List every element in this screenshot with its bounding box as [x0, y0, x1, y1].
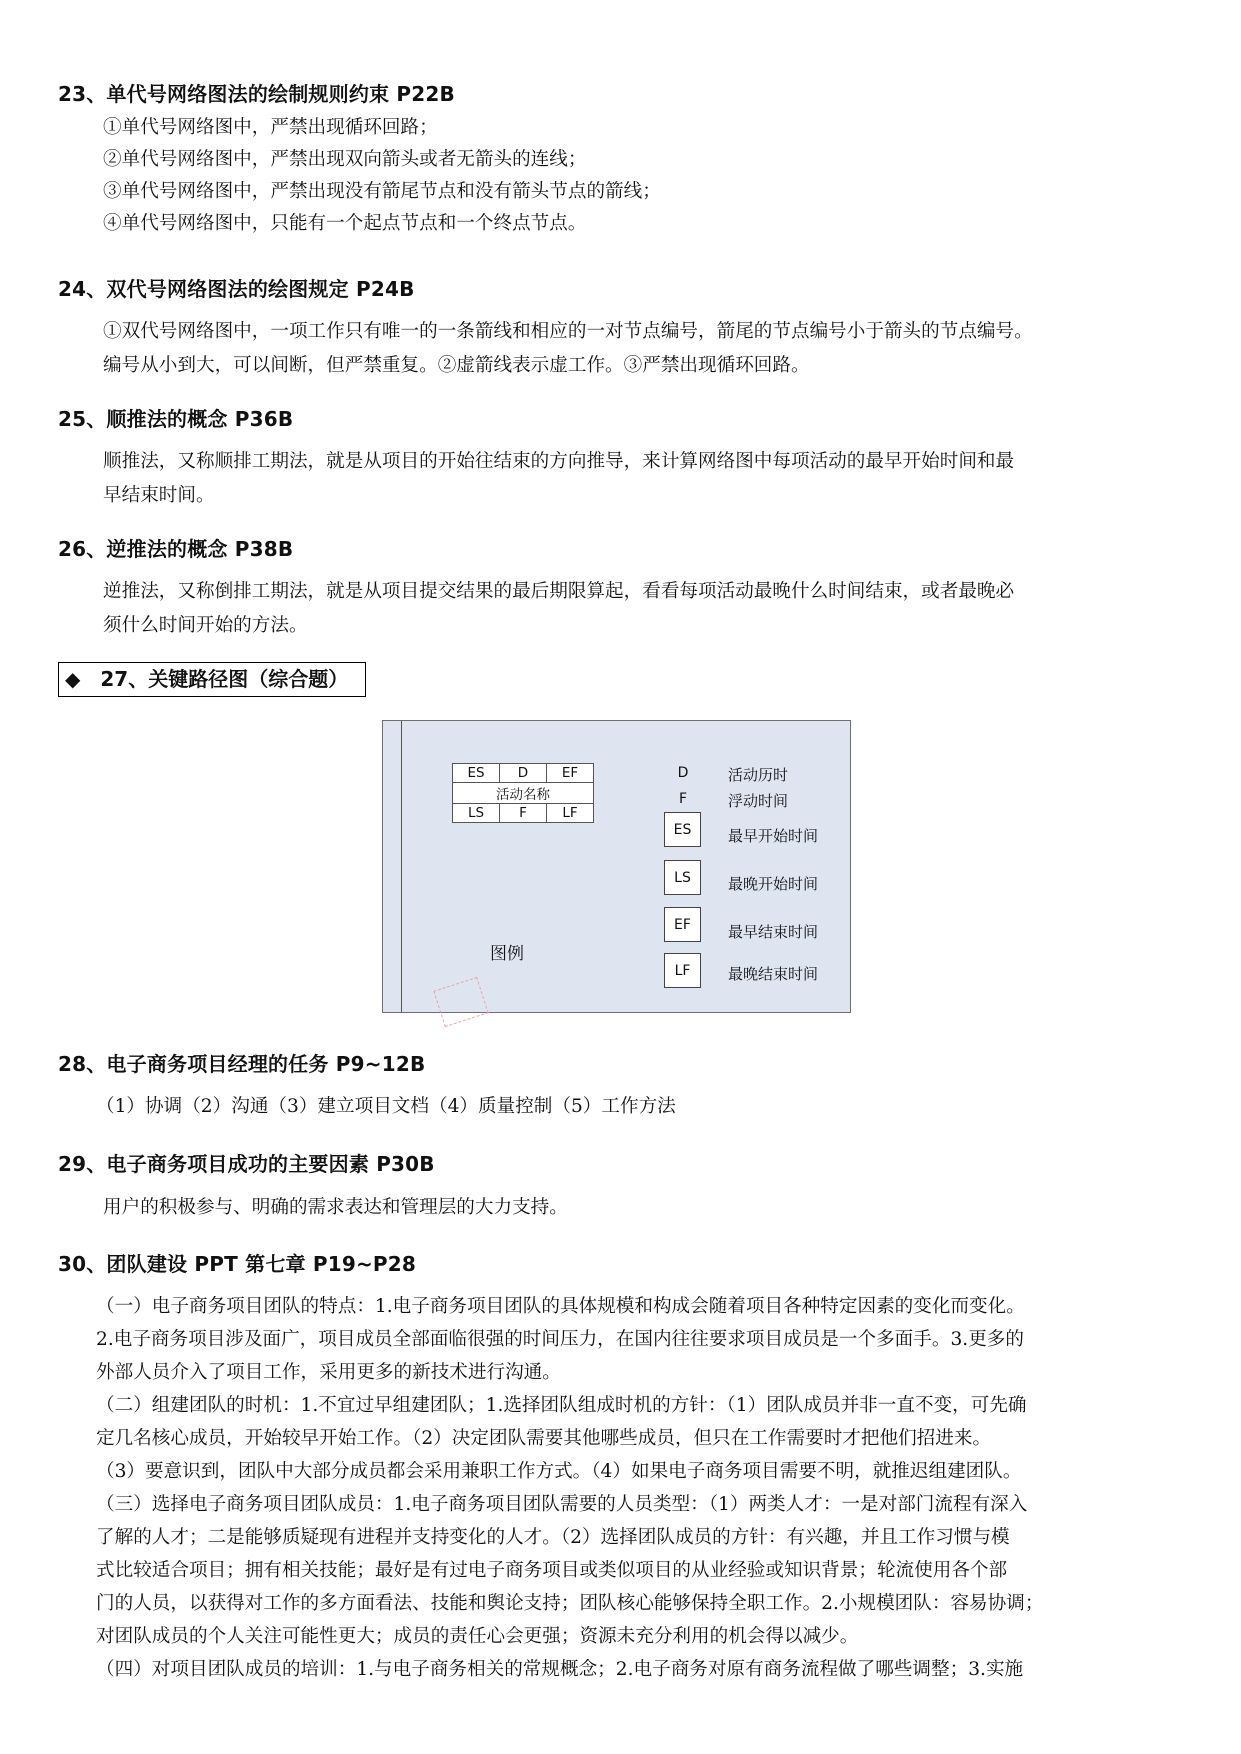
legend-node-box	[452, 763, 594, 823]
paragraph-line: （二）组建团队的时机：1.不宜过早组建团队；1.选择团队组成时机的方针：（1）团队成员并非一直不变，可先确	[96, 1395, 1027, 1416]
node-lf-cell: LF	[547, 804, 594, 823]
legend-text-ef: 最早结束时间	[728, 923, 819, 941]
paragraph-line: （3）要意识到，团队中大部分成员都会采用兼职工作方式。（4）如果电子商务项目需要不明，就推迟组建团队。	[96, 1461, 1022, 1482]
legend-text-f: 浮动时间	[728, 792, 789, 810]
diagram-divider	[401, 721, 402, 1012]
faint-stamp	[433, 977, 488, 1027]
node-es-cell: ES	[453, 764, 500, 783]
legend-key-lf: LF	[664, 953, 701, 988]
paragraph-line: （三）选择电子商务项目团队成员：1.电子商务项目团队需要的人员类型：（1）两类人才：一是对部门流程有深入	[96, 1494, 1028, 1515]
paragraph-line: 定几名核心成员，开始较早开始工作。（2）决定团队需要其他哪些成员，但只在工作需要时才把他们招进来。	[96, 1428, 992, 1449]
paragraph-line: 外部人员介入了项目工作，采用更多的新技术进行沟通。	[96, 1362, 561, 1383]
legend-key-es: ES	[664, 812, 701, 847]
legend-title: 图例	[490, 944, 524, 964]
paragraph-line: 了解的人才；二是能够质疑现有进程并支持变化的人才。（2）选择团队成员的方针：有兴趣，并且工作习惯与模	[96, 1527, 1010, 1548]
node-activity-name-cell: 活动名称	[453, 783, 594, 804]
legend-text-lf: 最晚结束时间	[728, 965, 819, 983]
critical-path-legend-diagram	[382, 720, 851, 1013]
section-heading-27: ◆ 27、关键路径图（综合题）	[58, 662, 366, 697]
legend-text-d: 活动历时	[728, 766, 789, 784]
paragraph-line: ②单代号网络图中，严禁出现双向箭头或者无箭头的连线；	[103, 149, 587, 170]
node-ls-cell: LS	[453, 804, 500, 823]
paragraph-line: 式比较适合项目；拥有相关技能；最好是有过电子商务项目或类似项目的从业经验或知识背景；轮流使用各个部	[96, 1560, 1008, 1581]
paragraph-line: 早结束时间。	[103, 485, 215, 506]
section-heading-26: 26、逆推法的概念 P38B	[58, 537, 294, 561]
legend-text-ls: 最晚开始时间	[728, 875, 819, 893]
paragraph-line: 用户的积极参与、明确的需求表达和管理层的大力支持。	[103, 1197, 568, 1218]
paragraph-line: ①双代号网络图中，一项工作只有唯一的一条箭线和相应的一对节点编号，箭尾的节点编号小于箭头的节点编号。	[103, 321, 1033, 342]
paragraph-line: （一）电子商务项目团队的特点：1.电子商务项目团队的具体规模和构成会随着项目各种特定因素的变化而变化。	[96, 1296, 1025, 1317]
section-heading-25: 25、顺推法的概念 P36B	[58, 407, 294, 431]
legend-key-ef: EF	[664, 907, 701, 942]
paragraph-line: ④单代号网络图中，只能有一个起点节点和一个终点节点。	[103, 213, 587, 234]
paragraph-line: 对团队成员的个人关注可能性更大；成员的责任心会更强；资源未充分利用的机会得以减少。	[96, 1626, 859, 1647]
legend-key-ls: LS	[664, 860, 701, 895]
section-heading-23: 23、单代号网络图法的绘制规则约束 P22B	[58, 82, 455, 106]
section-heading-28: 28、电子商务项目经理的任务 P9~12B	[58, 1052, 426, 1076]
paragraph-line: 编号从小到大，可以间断，但严禁重复。②虚箭线表示虚工作。③严禁出现循环回路。	[103, 355, 810, 376]
paragraph-line: 须什么时间开始的方法。	[103, 615, 308, 636]
section-heading-29: 29、电子商务项目成功的主要因素 P30B	[58, 1152, 435, 1176]
node-d-cell: D	[500, 764, 547, 783]
legend-key-f: F	[678, 791, 688, 807]
paragraph-line: 门的人员，以获得对工作的多方面看法、技能和舆论支持；团队核心能够保持全职工作。2.小规模团队：容易协调；	[96, 1593, 1044, 1614]
section-heading-24: 24、双代号网络图法的绘图规定 P24B	[58, 277, 415, 301]
paragraph-line: ①单代号网络图中，严禁出现循环回路；	[103, 117, 438, 138]
paragraph-line: 顺推法，又称顺排工期法，就是从项目的开始往结束的方向推导，来计算网络图中每项活动的最早开始时间和最	[103, 451, 1015, 472]
node-f-cell: F	[500, 804, 547, 823]
paragraph-line: ③单代号网络图中，严禁出现没有箭尾节点和没有箭头节点的箭线；	[103, 181, 661, 202]
section-heading-30: 30、团队建设 PPT 第七章 P19~P28	[58, 1252, 417, 1276]
paragraph-line: 2.电子商务项目涉及面广，项目成员全部面临很强的时间压力，在国内往往要求项目成员是一个多面手。3.更多的	[96, 1329, 1024, 1350]
legend-key-d: D	[677, 765, 689, 781]
node-ef-cell: EF	[547, 764, 594, 783]
paragraph-line: （四）对项目团队成员的培训：1.与电子商务相关的常规概念；2.电子商务对原有商务流程做了哪些调整；3.实施	[96, 1659, 1024, 1680]
paragraph-line: 逆推法，又称倒排工期法，就是从项目提交结果的最后期限算起，看看每项活动最晚什么时间结束，或者最晚必	[103, 581, 1015, 602]
paragraph-line: （1）协调（2）沟通（3）建立项目文档（4）质量控制（5）工作方法	[96, 1096, 676, 1117]
legend-text-es: 最早开始时间	[728, 827, 819, 845]
